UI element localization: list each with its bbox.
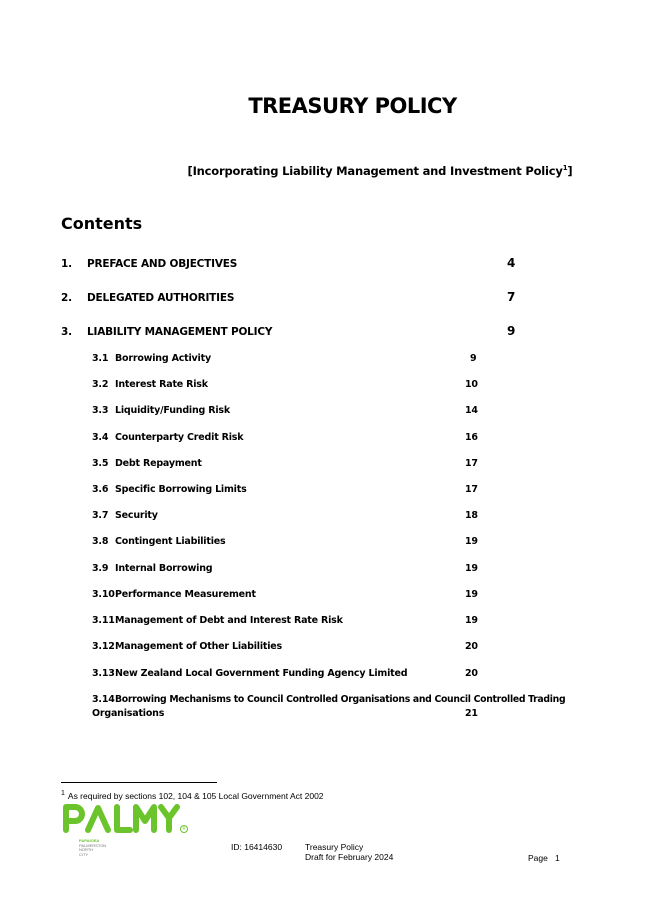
footnote-marker: 1 bbox=[61, 790, 65, 797]
toc-page: 19 bbox=[465, 563, 478, 574]
toc-label[interactable]: PREFACE AND OBJECTIVES bbox=[87, 258, 238, 270]
toc-number: 3.2 bbox=[92, 379, 109, 390]
toc-number: 3.10 bbox=[92, 589, 115, 600]
toc-page: 20 bbox=[465, 668, 478, 679]
toc-number: 3.8 bbox=[92, 536, 109, 547]
toc-subsection[interactable] bbox=[92, 563, 532, 577]
toc-section[interactable] bbox=[61, 258, 521, 274]
logo-subtext bbox=[79, 839, 186, 857]
footer-draft: Draft for February 2024 bbox=[305, 852, 394, 862]
toc-number: 3. bbox=[61, 326, 72, 338]
toc-page: 17 bbox=[465, 458, 478, 469]
toc-number: 3.9 bbox=[92, 563, 109, 574]
toc-number: 3.5 bbox=[92, 458, 109, 469]
toc-page: 10 bbox=[465, 379, 478, 390]
toc-subsection[interactable] bbox=[92, 379, 532, 393]
toc-section[interactable] bbox=[61, 326, 521, 342]
contents-heading: Contents bbox=[61, 214, 143, 233]
toc-label[interactable]: Borrowing Activity bbox=[115, 353, 211, 364]
toc-page: 4 bbox=[507, 256, 516, 270]
toc-number: 3.13 bbox=[92, 668, 115, 679]
document-title: TREASURY POLICY bbox=[248, 94, 457, 118]
toc-label[interactable]: Internal Borrowing bbox=[115, 563, 213, 574]
toc-number: 3.4 bbox=[92, 432, 109, 443]
toc-label[interactable]: Contingent Liabilities bbox=[115, 536, 226, 547]
toc-subsection[interactable] bbox=[92, 353, 532, 367]
page-label: Page bbox=[528, 853, 548, 863]
subtitle-text: [Incorporating Liability Management and Investment Policy bbox=[187, 164, 563, 178]
toc-number: 3.11 bbox=[92, 615, 115, 626]
toc-label[interactable]: DELEGATED AUTHORITIES bbox=[87, 292, 235, 304]
toc-number: 1. bbox=[61, 258, 72, 270]
toc-page: 9 bbox=[507, 324, 516, 338]
logo-sub-line: CITY bbox=[79, 851, 89, 857]
logo-wordmark-svg bbox=[62, 803, 186, 833]
logo-letter-l bbox=[117, 807, 130, 830]
toc-page: 21 bbox=[465, 708, 478, 719]
footer-doc-title: Treasury Policy bbox=[305, 842, 364, 852]
toc-number: 3.12 bbox=[92, 641, 115, 652]
toc-subsection[interactable] bbox=[92, 458, 532, 472]
toc-label[interactable]: Performance Measurement bbox=[115, 589, 256, 600]
toc-label[interactable]: Liquidity/Funding Risk bbox=[115, 405, 231, 416]
footnote bbox=[61, 790, 324, 801]
toc-section[interactable] bbox=[61, 292, 521, 308]
footer-page bbox=[528, 853, 560, 863]
toc-page: 16 bbox=[465, 432, 478, 443]
toc-subsection[interactable] bbox=[92, 615, 532, 629]
toc-label[interactable]: Interest Rate Risk bbox=[115, 379, 208, 390]
toc-number: 3.7 bbox=[92, 510, 109, 521]
toc-label[interactable]: New Zealand Local Government Funding Agency Limited bbox=[115, 668, 408, 679]
toc-subsection[interactable] bbox=[92, 510, 532, 524]
toc-subsection[interactable] bbox=[92, 405, 532, 419]
subtitle-end: ] bbox=[567, 164, 573, 178]
palmy-logo bbox=[62, 803, 186, 857]
toc-number: 3.14 bbox=[92, 694, 115, 705]
toc-subsection[interactable] bbox=[92, 668, 532, 682]
toc-subsection[interactable] bbox=[92, 589, 532, 603]
toc-subsection[interactable] bbox=[92, 536, 532, 550]
toc-page: 19 bbox=[465, 589, 478, 600]
footnote-ref[interactable]: 1 bbox=[562, 164, 568, 173]
logo-wordmark bbox=[62, 803, 186, 838]
logo-sub-line: PAPAIOEA bbox=[79, 838, 100, 843]
toc-label[interactable]: Management of Debt and Interest Rate Risk bbox=[115, 615, 343, 626]
toc-number: 3.3 bbox=[92, 405, 109, 416]
logo-sub-line: PALMERSTON bbox=[79, 842, 107, 848]
logo-letter-m bbox=[136, 807, 154, 830]
toc-page: 17 bbox=[465, 484, 478, 495]
toc-label[interactable]: LIABILITY MANAGEMENT POLICY bbox=[87, 326, 273, 338]
toc-label[interactable]: Management of Other Liabilities bbox=[115, 641, 283, 652]
toc-number: 3.1 bbox=[92, 353, 109, 364]
toc-page: 14 bbox=[465, 405, 478, 416]
toc-label[interactable]: Security bbox=[115, 510, 158, 521]
toc-page: 9 bbox=[470, 353, 477, 364]
registered-icon: ® bbox=[182, 826, 186, 831]
logo-sub-line: NORTH bbox=[79, 847, 94, 852]
toc-label-continued[interactable]: Organisations bbox=[92, 708, 165, 719]
toc-page: 19 bbox=[465, 615, 478, 626]
document-subtitle bbox=[0, 164, 645, 178]
toc-page: 7 bbox=[507, 290, 516, 304]
toc-subsection[interactable] bbox=[92, 641, 532, 655]
toc-label[interactable]: Debt Repayment bbox=[115, 458, 202, 469]
toc-subsection[interactable] bbox=[92, 484, 532, 498]
logo-letter-p bbox=[66, 807, 82, 830]
toc-label[interactable]: Borrowing Mechanisms to Council Controlled Organisations and Council Controlled Trading bbox=[115, 694, 566, 705]
toc-subsection[interactable] bbox=[92, 432, 532, 446]
toc-page: 19 bbox=[465, 536, 478, 547]
footnote-separator bbox=[61, 782, 217, 783]
toc-label[interactable]: Specific Borrowing Limits bbox=[115, 484, 247, 495]
page-number: 1 bbox=[554, 853, 560, 863]
toc-page: 20 bbox=[465, 641, 478, 652]
toc-subsection[interactable] bbox=[92, 694, 566, 722]
toc-page: 18 bbox=[465, 510, 478, 521]
toc-number: 3.6 bbox=[92, 484, 109, 495]
logo-letter-y bbox=[161, 807, 177, 830]
toc-label[interactable]: Counterparty Credit Risk bbox=[115, 432, 244, 443]
footnote-text: As required by sections 102, 104 & 105 Local Government Act 2002 bbox=[67, 790, 324, 801]
footer-id: ID: 16414630 bbox=[231, 842, 283, 852]
toc-number: 2. bbox=[61, 292, 72, 304]
